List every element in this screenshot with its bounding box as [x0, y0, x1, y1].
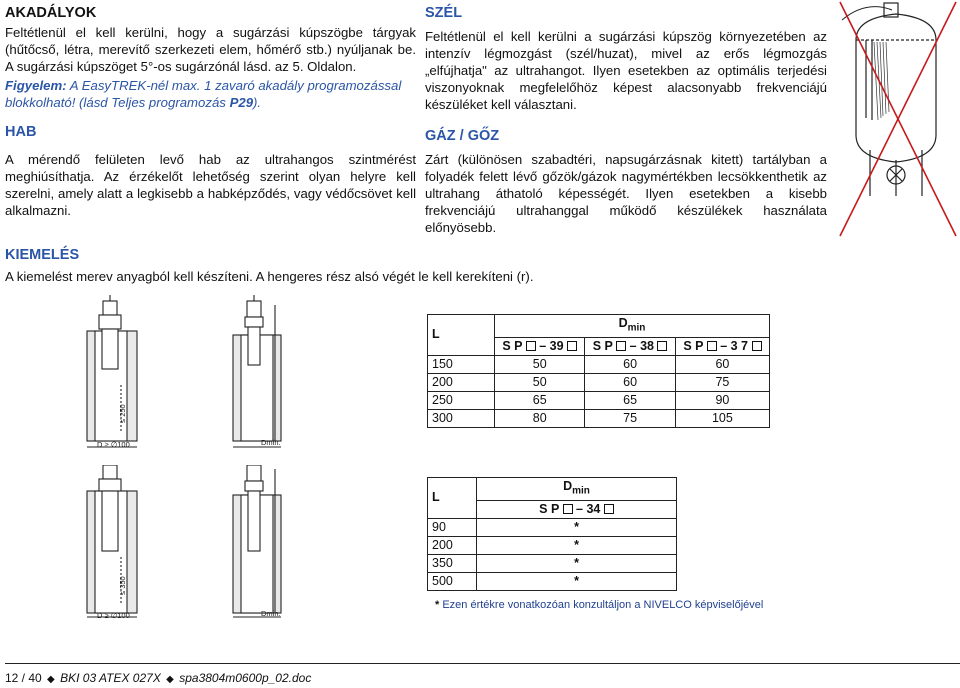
diamond-icon: ◆	[166, 674, 174, 685]
figyelem-ref: P29	[229, 95, 254, 110]
right-column	[425, 4, 827, 236]
drawing-2-left-label: D ≥ ∅100	[97, 611, 130, 620]
diamond-icon: ◆	[47, 674, 55, 685]
hab-heading: HAB	[5, 124, 37, 140]
installation-drawing-2	[85, 465, 285, 627]
table-subheader-1: S P – 39	[495, 337, 585, 355]
table-row: 300 80 75 105	[428, 409, 770, 427]
table-header-dmin: $D_{min}$	[495, 315, 770, 338]
table-row: 150 50 60 60	[428, 355, 770, 373]
drawing-1-right-label: Dmin.	[261, 438, 281, 447]
kiemeles-heading: KIEMELÉS	[5, 247, 80, 263]
footer-rule	[5, 663, 960, 664]
table-row: 90 *	[428, 518, 677, 536]
dmin-table-1	[427, 314, 770, 428]
table-header-row	[428, 478, 677, 501]
figyelem-note	[5, 77, 416, 111]
hab-text: A mérendő felületen levő hab az ultrahangos szintmérést meghiúsíthatja. Az érzékelőt lehetőség szerint olyan helyre kell szerelni, amely alatt a legkisebb a habképződés, vagy védőcsövet kell alkalmazni.	[5, 152, 416, 218]
drawing-1-height-label: ≤ 250	[118, 404, 127, 423]
figyelem-text: A EasyTREK-nél max. 1 zavaró akadály programozással blokkolható! (lásd Teljes programozás	[5, 78, 402, 110]
footer	[5, 670, 311, 688]
akadalyok-text: Feltétlenül el kell kerülni, hogy a sugárzási kúpszögbe tárgyak (hűtőcső, létra, merevítő szerkezeti elem, hőmérő stb.) nyúljanak be. A sugárzási kúpszöget 5°-os sugárzónál lásd. az 5. Oldalon.	[5, 25, 416, 74]
figyelem-end: ).	[253, 95, 262, 110]
akadalyok-heading: AKADÁLYOK	[5, 5, 97, 21]
szel-text: Feltétlenül el kell kerülni a sugárzási kúpszög környezetében az intenzív légmozgást (szél/huzat), mivel az erős légmozgás „elfújhatja" az ultrahangot. Ilyen esetekben az optimális terjedési viszonyoknak megfelelőhöz képest alacsonyabb frekvenciájú készüléket kell választani.	[425, 29, 827, 112]
drawing-1-left-label: D ≥ ∅100	[97, 440, 130, 449]
table-subheader-2: S P – 38	[585, 337, 675, 355]
table-2-footnote	[435, 597, 763, 614]
table-row: 350 *	[428, 554, 677, 572]
drawing-2-height-label: ≤ 350	[118, 576, 127, 595]
footnote-star: *	[435, 599, 440, 611]
installation-drawing-1	[85, 295, 285, 457]
footer-file: spa3804m0600p_02.doc	[179, 671, 312, 685]
kiemeles-text: A kiemelést merev anyagból kell készíteni. A hengeres rész alsó végét le kell kerekíteni (r).	[5, 269, 534, 284]
left-column	[5, 4, 416, 219]
tank-illustration	[836, 0, 960, 240]
table-row: 200 50 60 75	[428, 373, 770, 391]
gaz-heading: GÁZ / GŐZ	[425, 128, 500, 144]
footer-doc: BKI 03 ATEX 027X	[60, 671, 161, 685]
table-header-row	[428, 315, 770, 338]
footer-page: 12 / 40	[5, 671, 42, 685]
table-header-l: L	[428, 478, 477, 519]
figyelem-label: Figyelem:	[5, 78, 67, 93]
table-row: 250 65 65 90	[428, 391, 770, 409]
dmin-table-2	[427, 477, 677, 591]
table-row: 200 *	[428, 536, 677, 554]
table-header-l: L	[428, 315, 495, 356]
szel-heading: SZÉL	[425, 5, 463, 21]
table-row: 500 *	[428, 572, 677, 590]
table-subheader-1: S P – 34	[477, 500, 677, 518]
table-subheader-3: S P – 3 7	[675, 337, 769, 355]
gaz-text: Zárt (különösen szabadtéri, napsugárzásnak kitett) tartályban a folyadék felett lévő gőzök/gázok nagymértékben lecsökkenthetik az ultrahang áthatoló képességét. Ilyen esetekben a kisebb frekvenciájú ultrahanggal működő készülékek használata előnyösebb.	[425, 152, 827, 235]
footnote-text: Ezen értékre vonatkozóan konzultáljon a NIVELCO képviselőjével	[439, 599, 764, 611]
table-header-dmin: $D_{min}$	[477, 478, 677, 501]
drawing-2-right-label: Dmin.	[261, 609, 281, 618]
